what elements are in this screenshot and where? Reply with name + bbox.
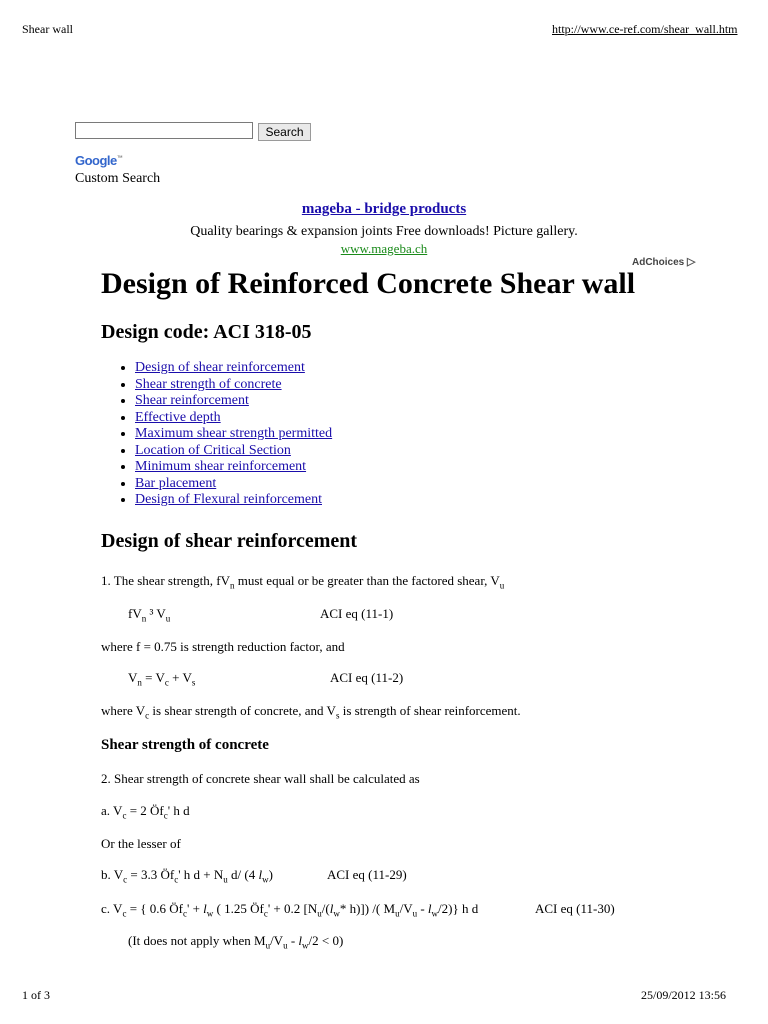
page-header-title: Shear wall [22,22,73,36]
toc-item [135,410,332,427]
page-header-url[interactable]: http://www.ce-ref.com/shear_wall.htm [552,22,738,36]
toc-list [101,360,332,509]
equation-a: a. $V_c = 2$ $Öf_c'$ h d [101,803,190,821]
equation-11-1-ref: ACI eq (11-1) [320,606,394,621]
toc-link-critical-section[interactable]: Location of Critical Section [135,442,291,458]
equation-11-2-ref: ACI eq (11-2) [330,670,404,685]
paragraph-shear-strength-concrete: 2. Shear strength of concrete shear wall shall be calculated as [101,771,420,786]
toc-link-shear-strength-concrete[interactable]: Shear strength of concrete [135,376,282,392]
toc-link-flexural-reinforcement[interactable]: Design of Flexural reinforcement [135,492,322,507]
equation-b: b. $V_c = 3.3$ $Öf_c'$ h $d + N_u$ d/ (4 $l_w$) [101,867,273,885]
toc-item [135,443,332,460]
paragraph-reduction-factor: where f = 0.75 is strength reduction factor, and [101,639,345,654]
toc-item [135,476,332,493]
paragraph-vc-vs: where $V_c$ is shear strength of concrete, and $V_s$ is strength of shear reinforcement. [101,703,521,721]
equation-11-30-ref: ACI eq (11-30) [535,901,615,916]
google-logo-text: Google [75,153,117,168]
page-number: 1 of 3 [22,988,50,1002]
search-input[interactable] [75,122,253,139]
toc-link-bar-placement[interactable]: Bar placement [135,475,217,491]
toc-item [135,492,332,509]
equation-11-1: $fV_n$ ³ $V_u$ [128,606,171,624]
ad-description: Quality bearings & expansion joints Free downloads! Picture gallery. [190,224,578,239]
toc-item [135,426,332,443]
equation-11-29-ref: ACI eq (11-29) [327,867,407,882]
toc-item [135,459,332,476]
toc-link-shear-reinforcement-design[interactable]: Design of shear reinforcement [135,360,305,375]
equation-11-2: $V_n = V_c + V_s$ [128,670,196,688]
section-heading-shear-reinforcement: Design of shear reinforcement [101,530,358,552]
toc-link-max-shear-strength[interactable]: Maximum shear strength permitted [135,426,333,441]
paragraph-shear-strength: 1. The shear strength, $fV_n$ must equal or be greater than the factored shear, $V_u$ [101,573,505,591]
toc-link-shear-reinforcement[interactable]: Shear reinforcement [135,393,249,408]
adchoices-link[interactable] [632,255,695,268]
toc-link-min-shear-reinforcement[interactable]: Minimum shear reinforcement [135,459,307,474]
toc-item [135,377,332,394]
ad-title-link[interactable]: mageba - bridge products [301,201,467,217]
toc-item [135,360,332,377]
paragraph-or-lesser: Or the lesser of [101,836,181,851]
design-code-heading: Design code: ACI 318-05 [101,321,312,343]
adchoices-label: AdChoices [632,257,685,268]
ad-url-link[interactable]: www.mageba.ch [340,241,428,256]
toc-link-effective-depth[interactable]: Effective depth [135,409,221,425]
section-heading-shear-strength-concrete: Shear strength of concrete [101,737,269,753]
paragraph-note: (It does not apply when $M_u/V_u - l_w/2 < 0$) [128,933,344,951]
google-logo-tm: ™ [116,155,123,162]
custom-search-label: Custom Search [75,171,161,186]
google-logo [75,153,122,168]
page-title: Design of Reinforced Concrete Shear wall [101,267,636,300]
equation-c: c. $V_c$ = { 0.6 $Öf_c' + l_w$ ( 1.25 $Öf_c' + 0.2$ [$N_u/(l_w*$ h)]) /( $M_u/V_u - l_w/2$)} h d [101,901,479,919]
search-button[interactable]: Search [258,123,311,141]
print-timestamp: 25/09/2012 13:56 [641,988,727,1002]
toc-item [135,393,332,410]
adchoices-icon: ▷ [687,256,696,268]
